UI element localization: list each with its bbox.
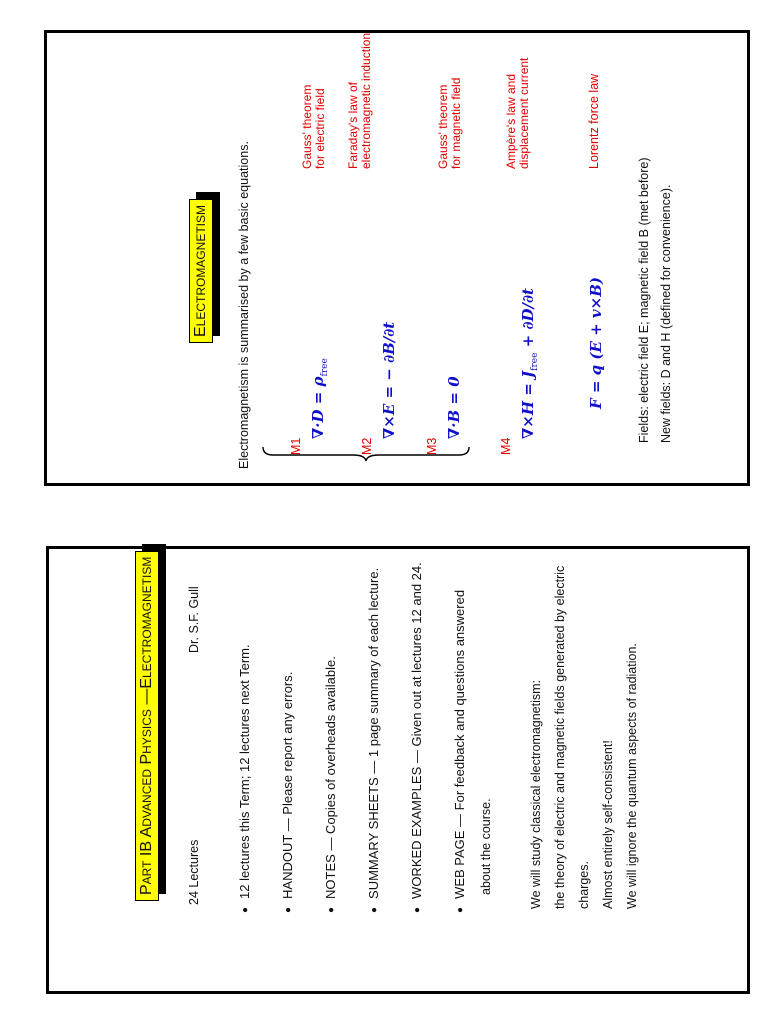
title-initial: E [192,326,209,337]
eq-label-m1: M1 [289,437,303,455]
eq-m2-note: Faraday's law of electromagnetic induction [346,32,373,169]
slide-title [189,199,213,343]
bullet-continuation: about the course. [479,798,493,895]
intro-text: Electromagnetism is summarised by a few basic equations. [237,141,251,469]
bullet-item: ● WORKED EXAMPLES — Given out at lectures 12 and 24. [409,562,424,913]
eq-m3-formula: ∇·B = 0 [445,376,463,439]
author: Dr. S.F. Gull [187,586,201,653]
bullet-item: ● WEB PAGE — For feedback and questions answered [452,590,467,913]
lorentz-note: Lorentz force law [587,73,601,169]
title-rest: LECTROMAGNETISM [194,204,208,327]
bullet-item: ● NOTES — Copies of overheads available. [323,656,338,913]
eq-m4-formula: $\nabla\times H = J_{free} + \partial D/\partial t$ [519,288,540,439]
eq-label-m3: M3 [425,437,439,455]
electromagnetism-slide-content [47,33,747,483]
para-line: Almost entirely self-consistent! [601,740,615,909]
course-info-slide [46,546,750,994]
new-fields-line: New fields: D and H (defined for convenience). [659,184,673,443]
electromagnetism-slide [44,30,750,486]
para-line: We will ignore the quantum aspects of radiation. [625,643,639,909]
bullet-item: ● SUMMARY SHEETS — 1 page summary of each lecture. [366,568,381,913]
lectures-count: 24 Lectures [187,839,201,905]
para-line: We will study classical electromagnetism: [529,679,543,909]
lorentz-formula: F = q (E + v×B) [587,277,605,409]
eq-m3-note: Gauss' theorem for magnetic field [436,77,463,169]
course-title: PART IB ADVANCED PHYSICS —ELECTROMAGNETISM [135,551,159,901]
eq-m1-formula: $\nabla\cdot D = \rho_{free}$ [309,358,330,439]
course-info-slide-content [49,549,747,991]
eq-label-m2: M2 [360,437,374,455]
eq-m2-formula: ∇×E = − ∂B/∂t [380,321,398,439]
para-line: charges. [577,861,591,909]
eq-m1-note: Gauss' theorem for electric field [300,84,327,169]
bullet-item: ● HANDOUT — Please report any errors. [280,672,295,913]
eq-label-m4: M4 [499,437,513,455]
para-line: the theory of electric and magnetic fields generated by electric [553,565,567,909]
eq-m4-note: Ampère's law and displacement current [504,57,531,169]
bullet-item: ● 12 lectures this Term; 12 lectures next Term. [237,644,252,913]
fields-line: Fields: electric field E; magnetic field B (met before) [637,157,651,443]
